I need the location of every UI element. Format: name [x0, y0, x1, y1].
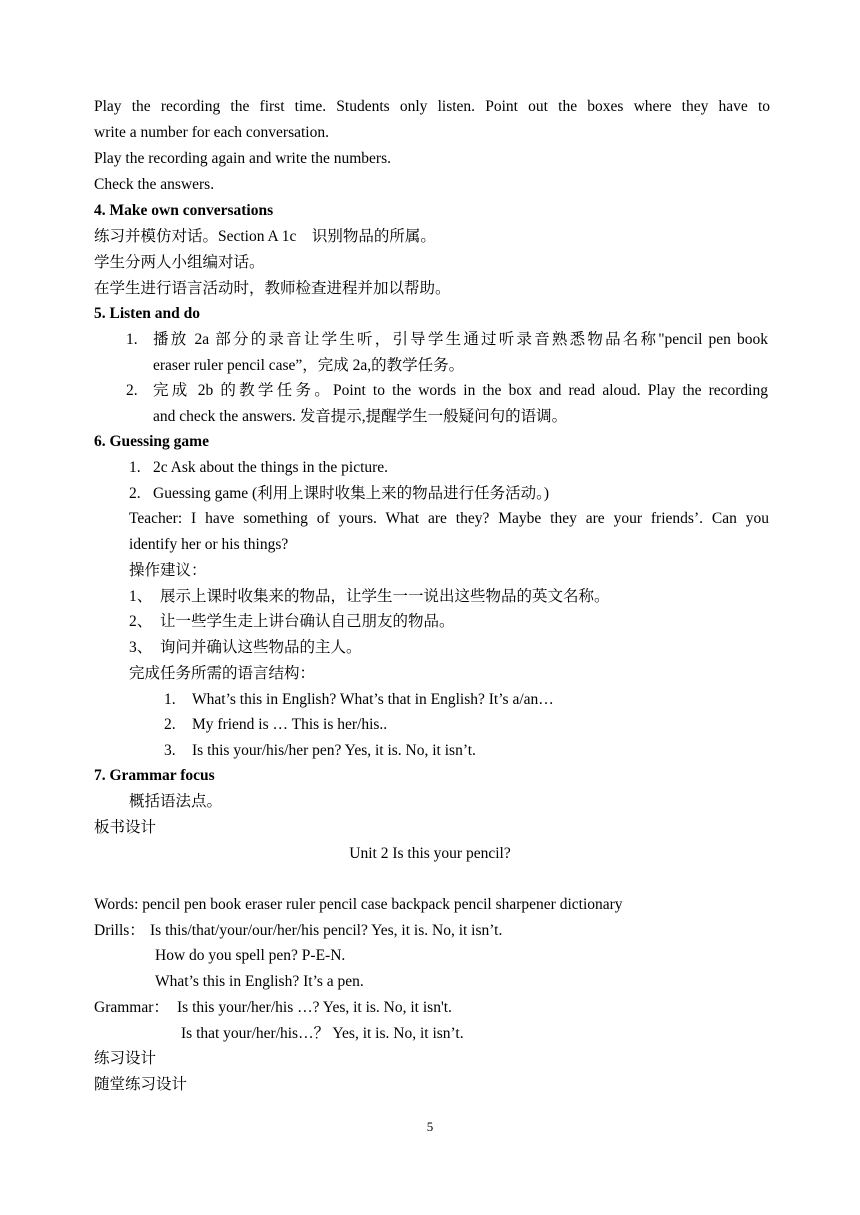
- board-title: Unit 2 Is this your pencil?: [349, 845, 511, 862]
- list-number: 2.: [164, 716, 176, 733]
- paragraph-line: 随堂练习设计: [94, 1076, 188, 1093]
- list-number: 3.: [164, 742, 176, 759]
- paragraph-line: 概括语法点。: [129, 793, 223, 810]
- paragraph-line: write a number for each conversation.: [94, 124, 329, 141]
- section-heading-6: 6. Guessing game: [94, 433, 209, 450]
- page-number: 5: [426, 1119, 434, 1134]
- list-item: eraser ruler pencil case”，完成 2a,的教学任务。: [153, 357, 465, 374]
- section-heading-5: 5. Listen and do: [94, 305, 200, 322]
- paragraph-line: 在学生进行语言活动时，教师检查进程并加以帮助。: [94, 280, 451, 297]
- paragraph-line: 完成任务所需的语言结构：: [129, 665, 316, 682]
- paragraph-line: Check the answers.: [94, 176, 215, 193]
- paragraph-line: 学生分两人小组编对话。: [94, 254, 265, 271]
- drill-line: How do you spell pen? P-E-N.: [155, 947, 346, 964]
- grammar-label: Grammar：: [94, 999, 169, 1016]
- step-text: 展示上课时收集来的物品，让学生一一说出这些物品的英文名称。: [160, 588, 610, 605]
- list-item: 播放 2a 部分的录音让学生听，引导学生通过听录音熟悉物品名称"pencil pen book: [153, 331, 768, 348]
- section-heading-7: 7. Grammar focus: [94, 767, 215, 784]
- paragraph-line: Words: pencil pen book eraser ruler pencil case backpack pencil sharpener dictionary: [94, 896, 623, 913]
- step-text: 让一些学生走上讲台确认自己朋友的物品。: [160, 613, 455, 630]
- list-number: 2.: [126, 382, 138, 399]
- paragraph-line: identify her or his things?: [129, 536, 289, 553]
- drill-line: What’s this in English? It’s a pen.: [155, 973, 364, 990]
- paragraph-line: Teacher: I have something of yours. What are they? Maybe they are your friends’. Can you: [129, 510, 769, 527]
- list-item: What’s this in English? What’s that in English? It’s a/an…: [192, 691, 554, 708]
- list-number: 1.: [164, 691, 176, 708]
- paragraph-line: 练习并模仿对话。Section A 1c 识别物品的所属。: [94, 228, 436, 245]
- list-item: 完成 2b 的教学任务。Point to the words in the box and read aloud. Play the recording: [153, 382, 768, 399]
- list-item: Guessing game (利用上课时收集上来的物品进行任务活动。): [153, 485, 550, 502]
- step-number: 1、: [129, 588, 153, 605]
- grammar-line: Is that your/her/his…？ Yes, it is. No, it isn’t.: [181, 1025, 464, 1042]
- list-item: and check the answers. 发音提示,提醒学生一般疑问句的语调。: [153, 408, 568, 425]
- drills-label: Drills：: [94, 922, 145, 939]
- list-item: Is this your/his/her pen? Yes, it is. No, it isn’t.: [192, 742, 476, 759]
- paragraph-line: Play the recording again and write the numbers.: [94, 150, 391, 167]
- list-number: 1.: [129, 459, 141, 476]
- drill-line: Is this/that/your/our/her/his pencil? Yes, it is. No, it isn’t.: [150, 922, 503, 939]
- paragraph-line: 板书设计: [94, 819, 157, 836]
- paragraph-line: Play the recording the first time. Students only listen. Point out the boxes where they have to: [94, 98, 770, 115]
- section-heading-4: 4. Make own conversations: [94, 202, 274, 219]
- step-number: 3、: [129, 639, 153, 656]
- list-number: 2.: [129, 485, 141, 502]
- paragraph-line: 练习设计: [94, 1050, 157, 1067]
- step-number: 2、: [129, 613, 153, 630]
- list-item: 2c Ask about the things in the picture.: [153, 459, 389, 476]
- step-text: 询问并确认这些物品的主人。: [160, 639, 362, 656]
- grammar-line: Is this your/her/his …? Yes, it is. No, it isn't.: [177, 999, 452, 1016]
- list-number: 1.: [126, 331, 138, 348]
- paragraph-line: 操作建议：: [129, 562, 207, 579]
- list-item: My friend is … This is her/his..: [192, 716, 388, 733]
